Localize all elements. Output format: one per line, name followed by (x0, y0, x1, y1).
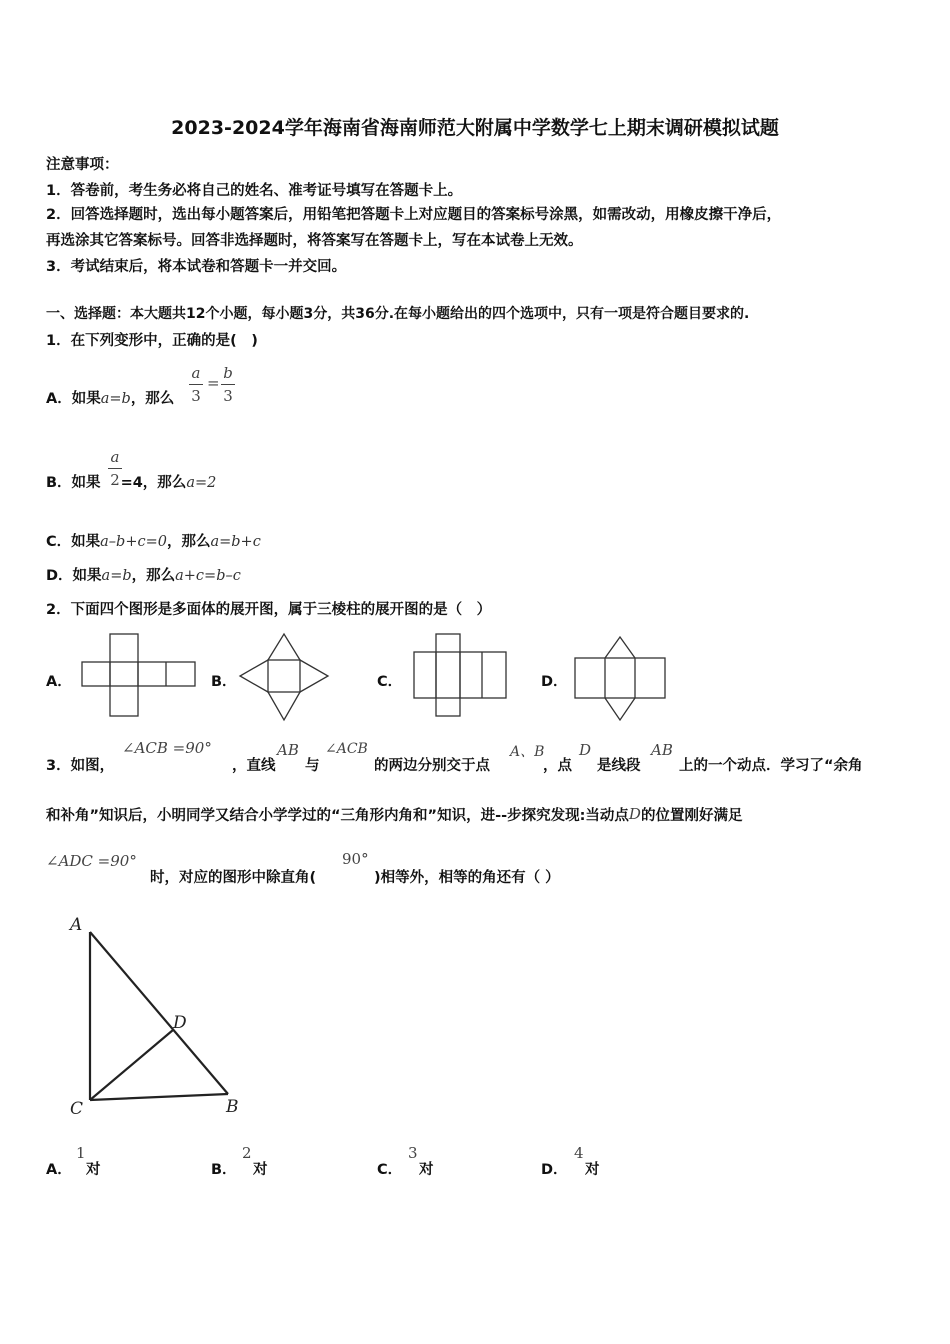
q2-stem: 2．下面四个图形是多面体的展开图，属于三棱柱的展开图的是（ ） (46, 602, 492, 618)
q1-a-fraction-right: b 3 (221, 364, 235, 405)
note-3: 3．考试结束后，将本试卷和答题卡一并交回。 (46, 259, 347, 275)
page-title: 2023-2024学年海南省海南师范大附属中学数学七上期末调研模拟试题 (171, 117, 779, 139)
q2-option-c-label[interactable]: C． (377, 674, 403, 690)
q3-option-c-num: 3 (408, 1144, 418, 1162)
q3-text-line3a: 时，对应的图形中除直角( (150, 870, 317, 886)
q3-text-7: 上的一个动点．学习了“余角 (679, 758, 863, 774)
q3-text-2: ，直线 (232, 758, 276, 774)
q3-option-a-unit: 对 (86, 1162, 101, 1178)
q1-stem: 1．在下列变形中，正确的是( ) (46, 333, 258, 349)
q3-angle-adc: ∠ADC =90° (46, 852, 137, 870)
q3-option-a-num: 1 (76, 1144, 86, 1162)
q3-text-line2: 和补角”知识后，小明同学又结合小学学过的“三角形内角和”知识，进--步探究发现:当动点D的位置刚好满足 (46, 805, 743, 824)
q1-a-fraction-left: a 3 (189, 364, 203, 405)
q2-net-a (80, 632, 196, 718)
q1-option-b[interactable]: B．如果 =4，那么a=2 (46, 475, 217, 491)
note-2: 2．回答选择题时，选出每小题答案后，用铅笔把答题卡上对应题目的答案标号涂黑，如需改动，用橡皮擦干净后， (46, 207, 782, 223)
fig-label-c: C (70, 1099, 84, 1119)
q2-net-b (236, 632, 332, 722)
q2-net-c (410, 632, 510, 718)
q2-net-d (572, 634, 668, 724)
q3-triangle-figure (66, 912, 246, 1122)
q2-option-d-label[interactable]: D． (541, 674, 568, 690)
q3-text-3: 与 (305, 758, 320, 774)
section-heading: 一、选择题：本大题共12个小题，每小题3分，共36分.在每小题给出的四个选项中，只有一项是符合题目要求的. (46, 306, 750, 322)
q1-option-d[interactable]: D．如果a=b，那么a+c=b–c (46, 568, 241, 584)
q3-option-c-unit: 对 (419, 1162, 434, 1178)
q3-option-a[interactable]: A． (46, 1162, 72, 1178)
q3-option-b[interactable]: B． (211, 1162, 237, 1178)
q3-text-5: ，点 (543, 758, 572, 774)
q1-b-fraction: a 2 (108, 448, 122, 489)
q2-option-a-label[interactable]: A． (46, 674, 72, 690)
q1-a-equals: = (207, 374, 220, 392)
fig-label-b: B (226, 1097, 239, 1117)
q2-option-b-label[interactable]: B． (211, 674, 237, 690)
q3-text-line3b: )相等外，相等的角还有（ ） (374, 870, 560, 886)
q3-points-ab: A、B (510, 744, 545, 760)
q3-text-6: 是线段 (597, 758, 641, 774)
fig-label-a: A (70, 915, 83, 935)
q3-option-d-num: 4 (574, 1144, 584, 1162)
note-2-cont: 再选涂其它答案标号。回答非选择题时，将答案写在答题卡上，写在本试卷上无效。 (46, 233, 583, 249)
q3-angle-acb-2: ∠ACB (325, 741, 368, 757)
notes-heading: 注意事项： (46, 157, 119, 173)
q3-text-4: 的两边分别交于点 (374, 758, 490, 774)
q3-option-c[interactable]: C． (377, 1162, 403, 1178)
fig-label-d: D (173, 1013, 187, 1033)
q3-option-d-unit: 对 (585, 1162, 600, 1178)
q3-ab-2: AB (651, 741, 673, 759)
note-1: 1．答卷前，考生务必将自己的姓名、准考证号填写在答题卡上。 (46, 183, 463, 199)
q3-degree: 90° (342, 850, 369, 868)
q3-option-b-unit: 对 (253, 1162, 268, 1178)
q1-option-c[interactable]: C．如果a–b+c=0，那么a=b+c (46, 534, 261, 550)
q1-option-a[interactable]: A．如果a=b，那么 (46, 391, 175, 407)
q3-ab-1: AB (277, 741, 299, 759)
q3-d-1: D (579, 741, 592, 759)
q3-option-d[interactable]: D． (541, 1162, 568, 1178)
q3-option-b-num: 2 (242, 1144, 252, 1162)
q3-angle-acb: ∠ACB =90° (122, 739, 212, 757)
q3-text-1: 3．如图， (46, 758, 115, 774)
